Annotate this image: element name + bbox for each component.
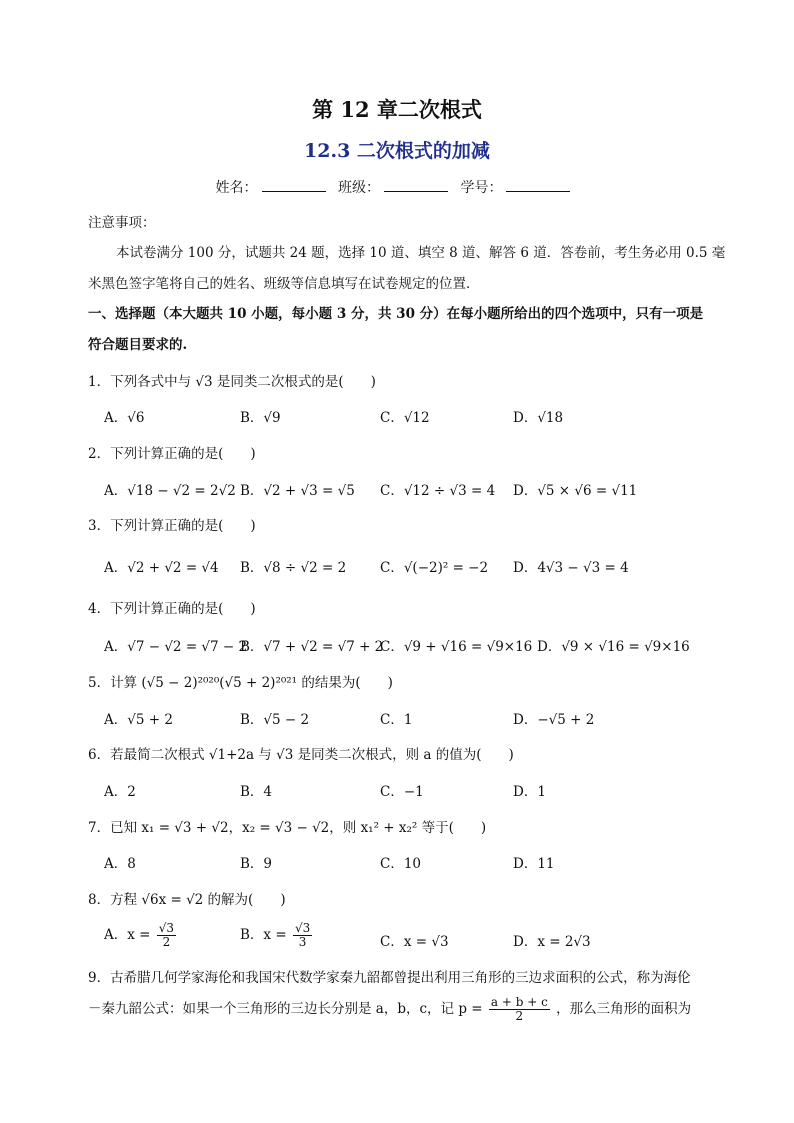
question-8-option-b-fraction	[293, 922, 312, 949]
question-6-option-a[interactable]: A．2	[104, 784, 136, 800]
question-3-option-c[interactable]: C．√(−2)² = −2	[380, 560, 489, 576]
question-7-option-a[interactable]: A．8	[104, 856, 136, 872]
fraction-numerator: √3	[294, 921, 311, 935]
question-7-option-d[interactable]: D．11	[513, 856, 555, 872]
fraction-denominator: 3	[298, 935, 307, 949]
question-5-option-c[interactable]: C．1	[380, 712, 413, 728]
question-6-stem: 6．若最简二次根式 √1+2a 与 √3 是同类二次根式，则 a 的值为( )	[88, 747, 514, 763]
question-8-option-d[interactable]: D．x = 2√3	[513, 934, 591, 950]
fraction-denominator: 2	[162, 935, 171, 949]
chapter-title: 第 12 章二次根式	[312, 97, 482, 122]
question-7-option-c[interactable]: C．10	[380, 856, 422, 872]
question-4-option-c[interactable]: C．√9 + √16 = √9×16	[380, 639, 533, 655]
question-6-option-d[interactable]: D．1	[513, 784, 546, 800]
question-6-option-c[interactable]: C．−1	[380, 784, 424, 800]
question-6-option-b[interactable]: B．4	[240, 784, 273, 800]
class-label: 班级：	[338, 180, 380, 196]
question-3-option-d[interactable]: D．4√3 − √3 = 4	[513, 560, 629, 576]
question-4-stem: 4．下列计算正确的是( )	[88, 601, 256, 617]
question-9-stem-line-2-post: ，那么三角形的面积为	[556, 1001, 692, 1017]
question-4-option-b[interactable]: B．√7 + √2 = √7 + 2	[240, 639, 384, 655]
question-8-option-a-fraction	[157, 922, 176, 949]
question-9-stem-line-1: 9．古希腊几何学家海伦和我国宋代数学家秦九韶都曾提出利用三角形的三边求面积的公式，称为海伦	[88, 970, 691, 986]
section1-heading-line-1: 一、选择题（本大题共 10 小题，每小题 3 分，共 30 分）在每小题所给出的四个选项中，只有一项是	[88, 306, 704, 322]
id-blank[interactable]	[506, 179, 570, 192]
notice-line-1: 本试卷满分 100 分，试题共 24 题，选择 10 道、填空 8 道、解答 6 道．答卷前，考生务必用 0.5 毫	[116, 245, 726, 261]
id-label: 学号：	[460, 180, 503, 196]
question-8-stem: 8．方程 √6x = √2 的解为( )	[88, 892, 286, 908]
question-5-option-b[interactable]: B．√5 − 2	[240, 712, 310, 728]
question-5-stem: 5．计算 (√5 − 2)²⁰²⁰(√5 + 2)²⁰²¹ 的结果为( )	[88, 675, 393, 691]
question-8-option-b-label: B．x =	[240, 927, 287, 943]
question-2-stem: 2．下列计算正确的是( )	[88, 446, 256, 462]
notice-line-2: 米黑色签字笔将自己的姓名、班级等信息填写在试卷规定的位置．	[88, 276, 480, 292]
question-8-option-b[interactable]	[240, 922, 314, 949]
question-1-option-a[interactable]: A．√6	[104, 410, 145, 426]
question-2-option-a[interactable]: A．√18 − √2 = 2√2	[104, 483, 236, 499]
fraction-numerator: a + b + c	[490, 995, 548, 1009]
question-4-option-d[interactable]: D．√9 × √16 = √9×16	[537, 639, 690, 655]
class-blank[interactable]	[384, 179, 448, 192]
name-blank[interactable]	[262, 179, 326, 192]
question-5-option-d[interactable]: D．−√5 + 2	[513, 712, 595, 728]
section1-heading-line-2: 符合题目要求的.	[88, 337, 188, 353]
question-7-stem: 7．已知 x₁ = √3 + √2，x₂ = √3 − √2，则 x₁² + x₂² 等于( )	[88, 820, 487, 836]
question-3-option-a[interactable]: A．√2 + √2 = √4	[104, 560, 219, 576]
name-label: 姓名：	[215, 180, 258, 196]
section-title: 12.3 二次根式的加减	[304, 140, 490, 162]
question-1-option-b[interactable]: B．√9	[240, 410, 281, 426]
question-4-option-a[interactable]: A．√7 − √2 = √7 − 2	[104, 639, 248, 655]
question-2-option-d[interactable]: D．√5 × √6 = √11	[513, 483, 638, 499]
question-1-option-c[interactable]: C．√12	[380, 410, 430, 426]
question-5-option-a[interactable]: A．√5 + 2	[104, 712, 173, 728]
question-3-stem: 3．下列计算正确的是( )	[88, 518, 256, 534]
question-7-option-b[interactable]: B．9	[240, 856, 273, 872]
question-9-stem-line-2	[88, 996, 691, 1023]
question-9-fraction	[489, 996, 550, 1023]
question-1-stem: 1．下列各式中与 √3 是同类二次根式的是( )	[88, 374, 376, 390]
question-9-stem-line-2-pre: －秦九韶公式：如果一个三角形的三边长分别是 a，b，c，记 p =	[88, 1001, 483, 1017]
notice-label: 注意事项：	[88, 215, 156, 231]
question-3-option-b[interactable]: B．√8 ÷ √2 = 2	[240, 560, 347, 576]
question-2-option-c[interactable]: C．√12 ÷ √3 = 4	[380, 483, 496, 499]
question-8-option-a-label: A．x =	[104, 927, 151, 943]
fraction-numerator: √3	[158, 921, 175, 935]
question-8-option-c[interactable]: C．x = √3	[380, 934, 449, 950]
question-2-option-b[interactable]: B．√2 + √3 = √5	[240, 483, 355, 499]
student-info-line	[0, 177, 794, 197]
question-1-option-d[interactable]: D．√18	[513, 410, 564, 426]
question-8-option-a[interactable]	[104, 922, 178, 949]
fraction-denominator: 2	[515, 1009, 524, 1023]
